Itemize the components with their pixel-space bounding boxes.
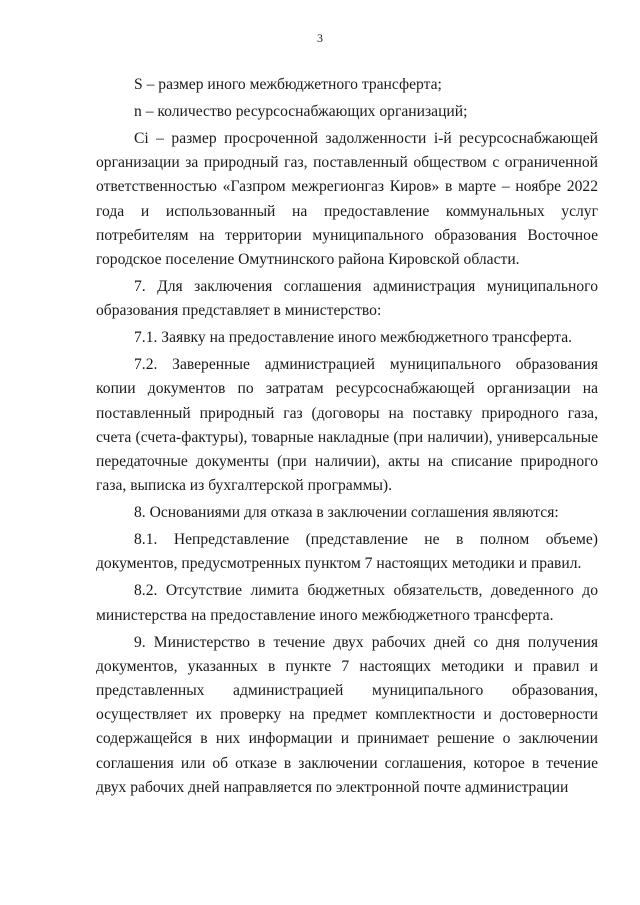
paragraph-8-1: 8.1. Непредставление (представление не в полном объеме) документов, предусмотренных пунктом 7 настоящих методики и правил.	[96, 531, 598, 573]
paragraph-7-1: 7.1. Заявку на предоставление иного межбюджетного трансферта.	[134, 329, 573, 347]
paragraph-s-definition: S – размер иного межбюджетного трансферта;	[134, 76, 442, 93]
paragraph-8-2: 8.2. Отсутствие лимита бюджетных обязательств, доведенного до министерства на предоставление иного межбюджетного трансферта.	[96, 582, 598, 624]
paragraph-7: 7. Для заключения соглашения администрация муниципального образования представляет в министерство:	[96, 278, 598, 320]
document-body	[96, 73, 598, 803]
page-number: 3	[317, 31, 323, 45]
paragraph-9: 9. Министерство в течение двух рабочих дней со дня получения документов, указанных в пункте 7 настоящих методики и правил и представленных администрацией муниципального образования, осуществляет их проверку на предмет комплектности и достоверности содержащейся в них информации и принимает решение о заключении соглашения или об отказе в заключении соглашения, которое в течение двух рабочих дней направляется по электронной почте администрации	[96, 633, 598, 796]
paragraph-ci-definition: Ci – размер просроченной задолженности i-й ресурсоснабжающей организации за природный газ, поставленный обществом с ограниченной ответственностью «Газпром межрегионгаз Киров» в марте – ноябре 2022 года и использованный на предоставление коммунальных услуг потребителям на территории муниципального образования Восточное городское поселение Омутнинского района Кировской области.	[96, 130, 598, 269]
paragraph-8: 8. Основаниями для отказа в заключении соглашения являются:	[134, 504, 559, 522]
paragraph-7-2: 7.2. Заверенные администрацией муниципального образования копии документов по затратам ресурсоснабжающей организации на поставленный природный газ (договоры на поставку природного газа, счета (счета-фактуры), товарные накладные (при наличии), универсальные передаточные документы (при наличии), акты на списание природного газа, выписка из бухгалтерской программы).	[96, 356, 598, 495]
paragraph-n-definition: n – количество ресурсоснабжающих организаций;	[134, 103, 468, 120]
